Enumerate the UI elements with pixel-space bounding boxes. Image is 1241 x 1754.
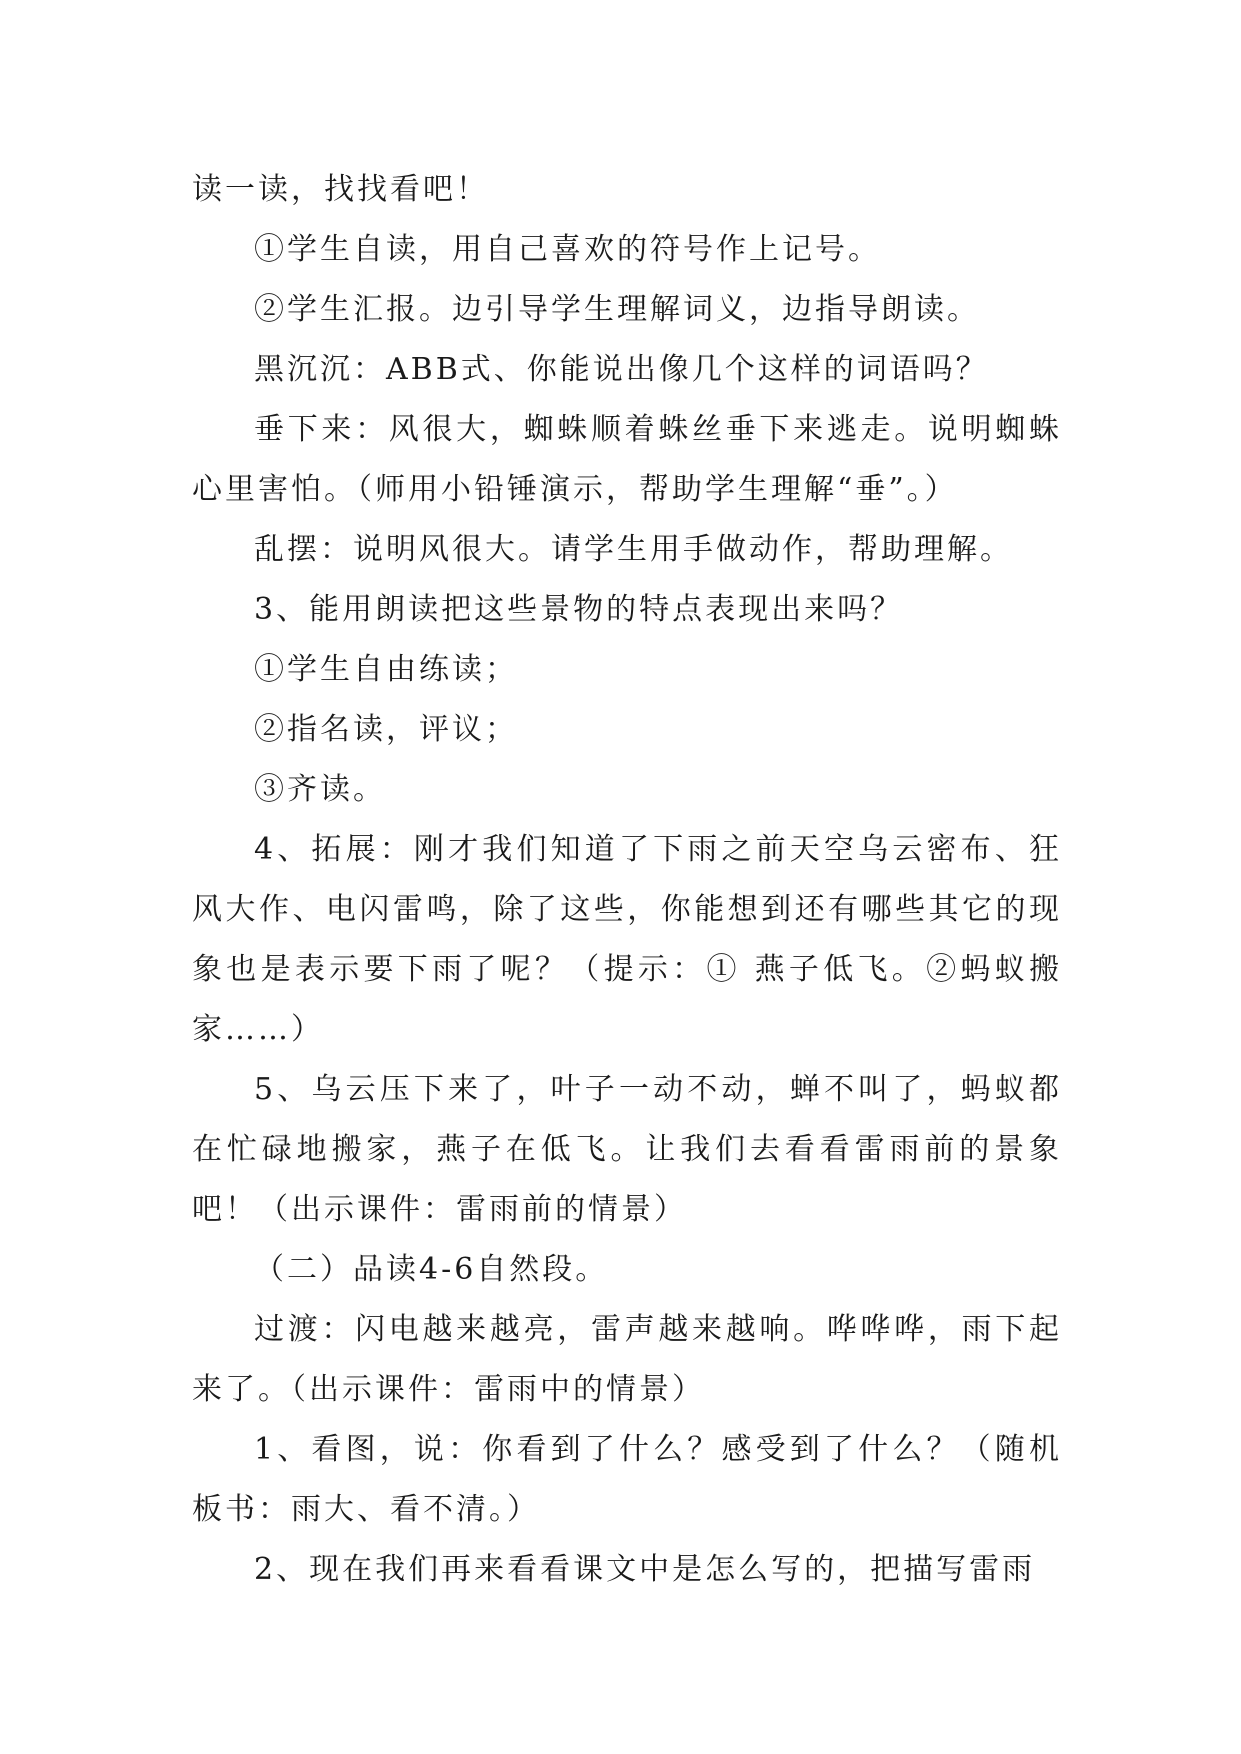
paragraph: ③齐读。 <box>254 772 386 807</box>
paragraph: 过渡：闪电越来越亮，雷声越来越响。哗哗哗，雨下起来了。（出示课件：雷雨中的情景） <box>192 1312 1062 1407</box>
paragraph: 乱摆：说明风很大。请学生用手做动作，帮助理解。 <box>254 532 1013 567</box>
paragraph: 黑沉沉：ABB式、你能说出像几个这样的词语吗？ <box>254 352 989 387</box>
paragraph: （二）品读4-6自然段。 <box>254 1252 609 1287</box>
paragraph: 1、看图，说：你看到了什么？感受到了什么？（随机板书：雨大、看不清。） <box>192 1432 1062 1527</box>
document-body <box>192 160 1062 1600</box>
paragraph: ②指名读，评议； <box>254 712 518 747</box>
paragraph: ②学生汇报。边引导学生理解词义，边指导朗读。 <box>254 292 980 327</box>
paragraph: 3、能用朗读把这些景物的特点表现出来吗？ <box>254 592 904 627</box>
paragraph: 2、现在我们再来看看课文中是怎么写的，把描写雷雨 <box>254 1552 1036 1587</box>
paragraph: 读一读，找找看吧！ <box>192 172 489 207</box>
paragraph: ①学生自读，用自己喜欢的符号作上记号。 <box>254 232 881 267</box>
paragraph: 垂下来：风很大，蜘蛛顺着蛛丝垂下来逃走。说明蜘蛛心里害怕。（师用小铅锤演示，帮助学生理解“垂”。） <box>192 412 1062 507</box>
paragraph: 5、乌云压下来了，叶子一动不动，蝉不叫了，蚂蚁都在忙碌地搬家，燕子在低飞。让我们去看看雷雨前的景象吧！（出示课件：雷雨前的情景） <box>192 1072 1062 1227</box>
paragraph: ①学生自由练读； <box>254 652 518 687</box>
paragraph: 4、拓展：刚才我们知道了下雨之前天空乌云密布、狂风大作、电闪雷鸣，除了这些，你能想到还有哪些其它的现象也是表示要下雨了呢？（提示：① 燕子低飞。②蚂蚁搬家……） <box>192 832 1062 1047</box>
